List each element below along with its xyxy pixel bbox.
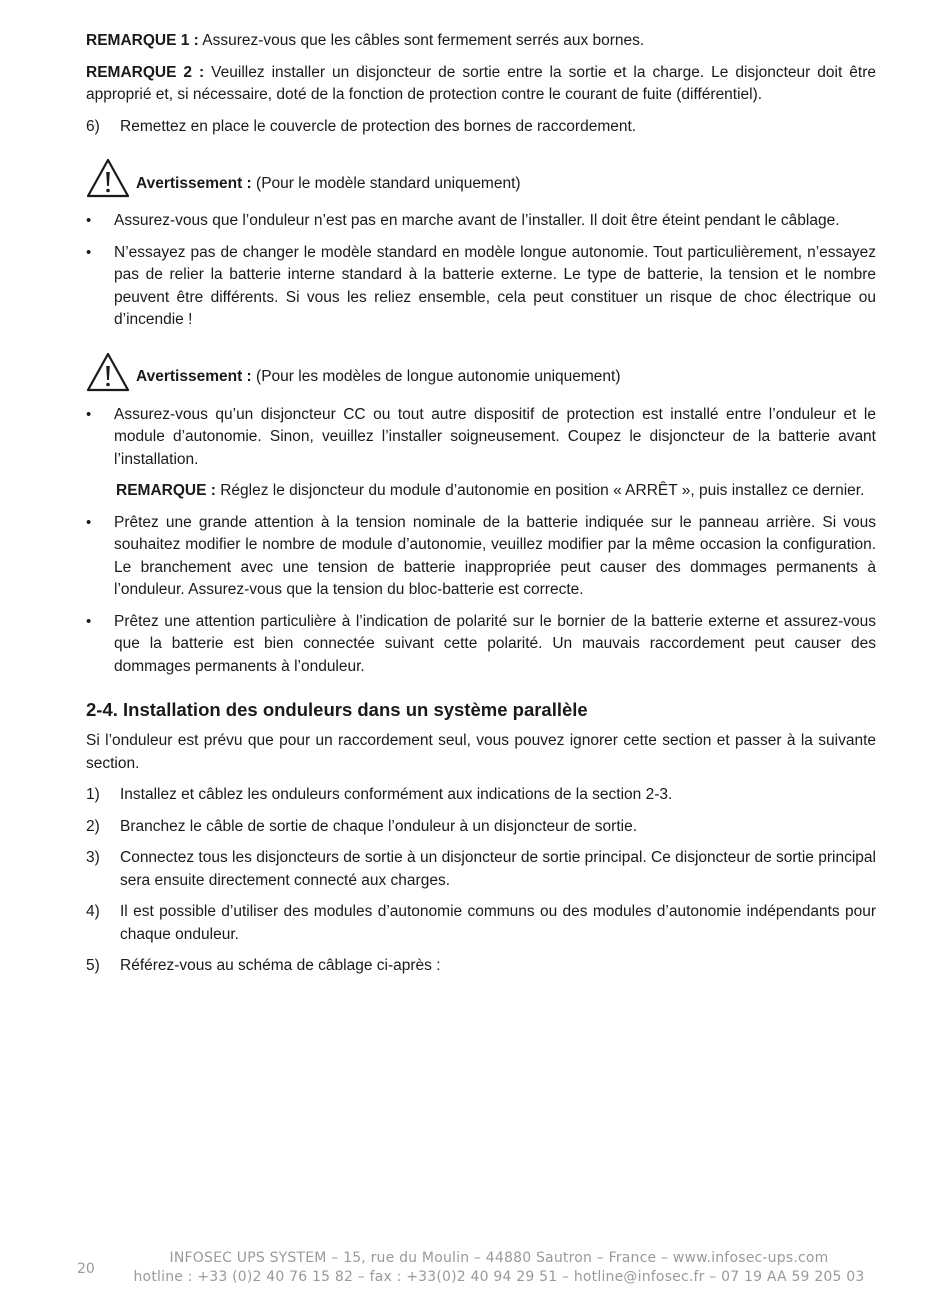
page-content: [86, 30, 876, 987]
warning-long-bullet: [86, 611, 876, 679]
warning-long-autonomy-title: [136, 366, 621, 392]
bullet-icon: •: [86, 405, 92, 423]
bullet-icon: •: [86, 513, 92, 531]
bullet-icon: •: [86, 612, 92, 630]
remarque-2-text: Veuillez installer un disjoncteur de sortie entre la sortie et la charge. Le disjoncteur doit être approprié et, si nécessaire, doté de la fonction de protection contre le courant de fuite (différentiel).: [86, 63, 876, 103]
warning-scope: (Pour les modèles de longue autonomie uniquement): [251, 368, 621, 385]
warning-standard-title: [136, 173, 521, 199]
warning-long-bullet: [86, 512, 876, 602]
step-text: Référez-vous au schéma de câblage ci-après :: [120, 957, 441, 974]
warning-standard-bullet: [86, 210, 876, 233]
warning-label: Avertissement :: [136, 174, 252, 192]
bullet-text: Assurez-vous qu’un disjoncteur CC ou tout autre dispositif de protection est installé entre l’onduleur et le module d’autonomie. Sinon, veuillez l’installer soigneusement. Coupez le disjoncteur de la batterie avant l’installation.: [114, 405, 876, 468]
remarque-1: [86, 30, 876, 53]
section-step: [86, 816, 876, 839]
section-step: [86, 784, 876, 807]
remarque-label: REMARQUE :: [116, 482, 216, 499]
step-text: Il est possible d’utiliser des modules d’autonomie communs ou des modules d’autonomie indépendants pour chaque onduleur.: [120, 903, 876, 943]
remarque-disjoncteur: [100, 480, 876, 503]
step-number: 6): [86, 117, 100, 135]
step-number: 3): [86, 849, 100, 866]
step-text: Remettez en place le couvercle de protection des bornes de raccordement.: [120, 117, 637, 135]
step-number: 1): [86, 786, 100, 803]
remarque-2-label: REMARQUE 2 :: [86, 63, 205, 81]
step-text: Connectez tous les disjoncteurs de sortie à un disjoncteur de sortie principal. Ce disjoncteur de sortie principal sera ensuite directement connecté aux charges.: [120, 849, 876, 889]
warning-standard-bullet: [86, 242, 876, 332]
section-title: 2-4. Installation des onduleurs dans un système parallèle: [86, 699, 588, 720]
warning-long-autonomy-heading: [86, 350, 876, 392]
section-step: [86, 847, 876, 892]
step-number: 2): [86, 817, 100, 835]
footer-contact: hotline : +33 (0)2 40 76 15 82 – fax : +33(0)2 40 94 29 51 – hotline@infosec.fr – 07 19 AA 59 205 03: [133, 1269, 865, 1285]
step-text: Installez et câblez les onduleurs conformément aux indications de la section 2-3.: [120, 786, 673, 803]
step-text: Branchez le câble de sortie de chaque l’onduleur à un disjoncteur de sortie.: [120, 817, 637, 835]
remarque-1-label: REMARQUE 1 :: [86, 32, 199, 49]
bullet-icon: •: [86, 212, 92, 229]
step-6: [86, 116, 876, 139]
section-step: [86, 901, 876, 946]
bullet-text: Prêtez une attention particulière à l’indication de polarité sur le bornier de la batterie externe et assurez-vous que la batterie est bien connectée suivant cette polarité. Un mauvais raccordement peut causer des dommages permanents à l’onduleur.: [114, 612, 876, 675]
remarque-text: Réglez le disjoncteur du module d’autonomie en position « ARRÊT », puis installez ce dernier.: [215, 482, 865, 499]
page-footer: [0, 1247, 950, 1291]
bullet-text: Prêtez une grande attention à la tension nominale de la batterie indiquée sur le panneau arrière. Si vous souhaitez modifier le nombre de module d’autonomie, veuillez modifier par la même occasion la configuration. Le branchement avec une tension de batterie inappropriée peut causer des dommages permanents à l’onduleur. Assurez-vous que la tension du bloc-batterie est correcte.: [114, 513, 876, 598]
footer-address: INFOSEC UPS SYSTEM – 15, rue du Moulin – 44880 Sautron – France – www.infosec-ups.com: [169, 1250, 829, 1266]
warning-standard-heading: [86, 156, 876, 198]
step-number: 4): [86, 903, 100, 920]
section-step: [86, 955, 876, 978]
bullet-text: N’essayez pas de changer le modèle standard en modèle longue autonomie. Tout particulièrement, n’essayez pas de relier la batterie interne standard à la batterie externe. Le type de batterie, la tension et le nombre peuvent être différents. Si vous les reliez ensemble, cela peut constituer un risque de choc électrique ou d’incendie !: [114, 243, 876, 328]
remarque-1-text: Assurez-vous que les câbles sont fermement serrés aux bornes.: [198, 32, 645, 49]
warning-triangle-icon: [86, 352, 130, 392]
warning-scope: (Pour le modèle standard uniquement): [251, 174, 521, 192]
step-number: 5): [86, 957, 100, 974]
bullet-icon: •: [86, 243, 92, 261]
warning-label: Avertissement :: [136, 368, 252, 385]
warning-triangle-icon: [86, 158, 130, 198]
warning-long-bullet: [86, 404, 876, 472]
section-intro: Si l’onduleur est prévu que pour un raccordement seul, vous pouvez ignorer cette section et passer à la suivante section.: [86, 732, 876, 772]
bullet-text: Assurez-vous que l’onduleur n’est pas en marche avant de l’installer. Il doit être éteint pendant le câblage.: [114, 212, 840, 229]
page-number: 20: [77, 1261, 95, 1277]
remarque-2: [86, 62, 876, 107]
